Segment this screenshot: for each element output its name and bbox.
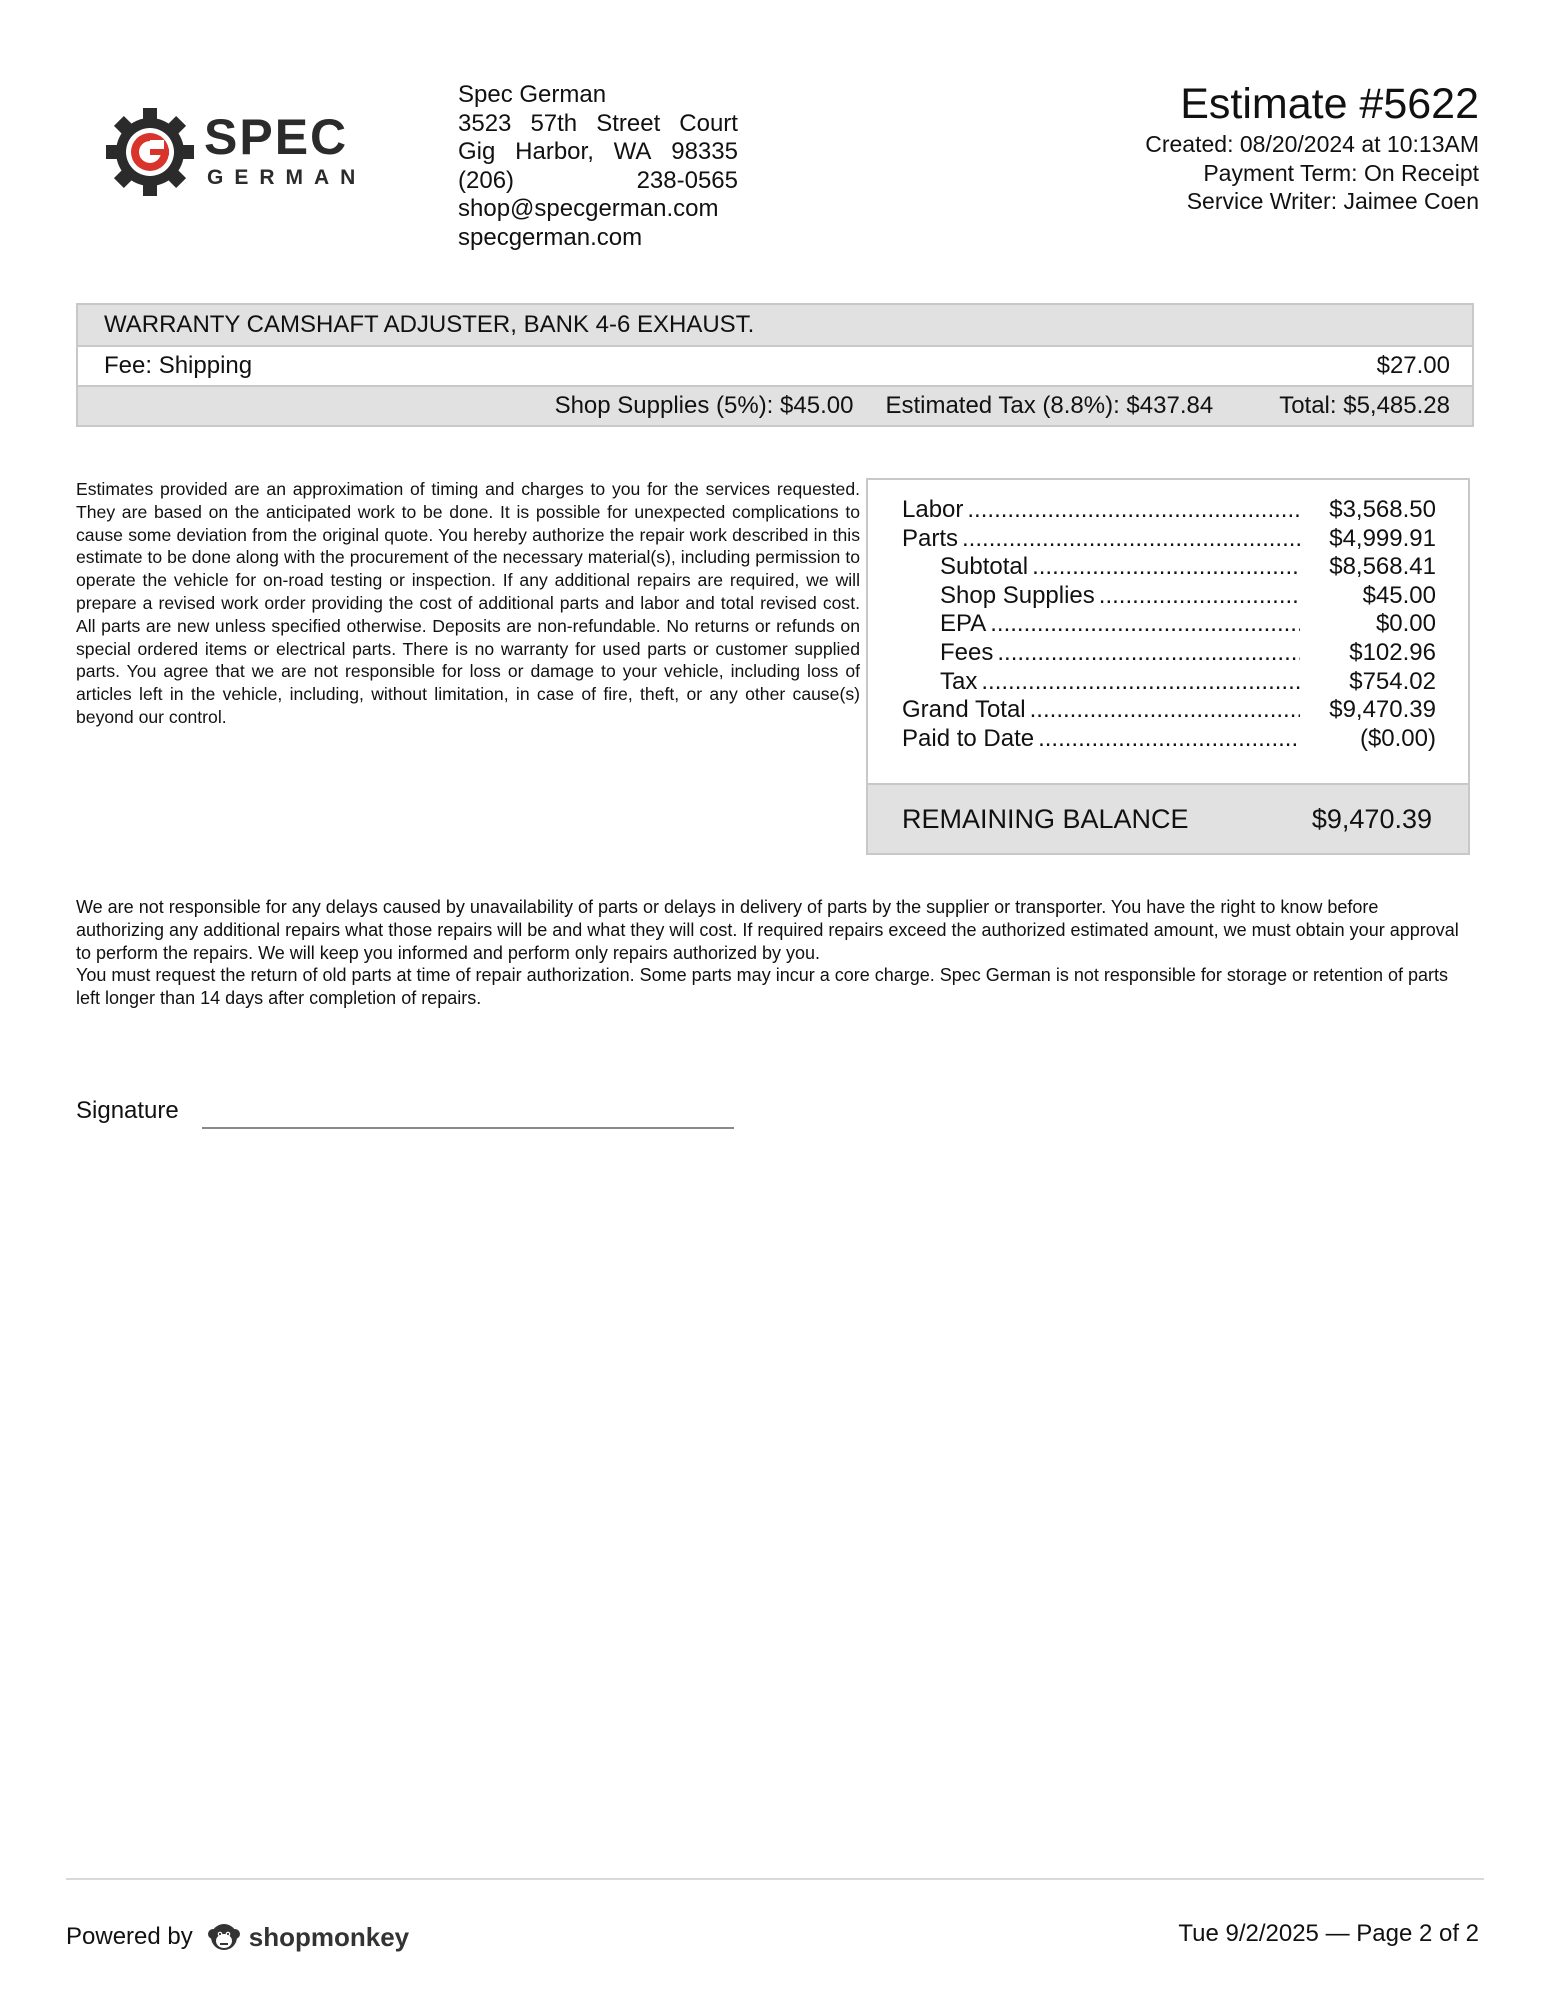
page-info: Tue 9/2/2025 — Page 2 of 2 — [1178, 1920, 1479, 1947]
estimate-service-writer: Service Writer: Jaimee Coen — [1186, 188, 1479, 214]
estimate-title: Estimate #5622 — [1180, 80, 1479, 128]
shopmonkey-brand: shopmonkey — [248, 1921, 410, 1952]
fee-amount: $27.00 — [1376, 352, 1450, 379]
company-city: Gig Harbor, WA 98335 — [458, 138, 738, 165]
summary-row-tax: Tax ..... $754.02 — [902, 668, 1436, 697]
line-items-box — [76, 303, 1474, 427]
estimate-disclaimer: Estimates provided are an approximation of timing and charges to you for the services requested. They are based on the anticipated work to be done. It is possible for unexpected complications to cause some deviation from the original quote. You hereby authorize the repair work described in this estimate to be done along with the procurement of the necessary material(s), including permission to operate the vehicle for on-road testing or inspection. If any additional repairs are required, we will prepare a revised work order providing the cost of additional parts and labor and total revised cost. All parts are new unless specified otherwise. Deposits are non-refundable. No returns or refunds on special ordered items or electrical parts. There is no warranty for used parts or customer supplied parts. You agree that we are not responsible for loss or damage to your vehicle, including loss of articles left in the vehicle, including, without limitation, in case of fire, theft, or any other cause(s) beyond our control. — [76, 479, 860, 727]
summary-rows — [902, 496, 1436, 753]
summary-row-subtotal: Subtotal ..... $8,568.41 — [902, 553, 1436, 582]
service-title-row — [78, 305, 1472, 345]
estimate-header — [1145, 78, 1479, 216]
notice-paragraph-1: We are not responsible for any delays caused by unavailability of parts or delays in delivery of parts by the supplier or transporter. You have the right to know before authorizing any additional repairs what those repairs will be and what they will cost. If required repairs exceed the authorized estimated amount, we must obtain your approval to perform the repairs. We will keep you informed and perform only repairs authorized by you. — [76, 897, 1459, 963]
summary-row-paid-to-date: Paid to Date ..... ($0.00) — [902, 725, 1436, 754]
remaining-balance-label: REMAINING BALANCE — [902, 803, 1189, 834]
estimate-created: Created: 08/20/2024 at 10:13AM — [1145, 131, 1479, 157]
company-street: 3523 57th Street Court — [458, 109, 738, 137]
service-totals-row — [78, 385, 1472, 425]
powered-by-label: Powered by — [66, 1923, 193, 1950]
fee-row — [78, 345, 1472, 385]
shopmonkey-icon — [207, 1920, 241, 1954]
remaining-balance-row — [868, 783, 1468, 853]
summary-row-labor: Labor ..... $3,568.50 — [902, 496, 1436, 525]
estimate-payment-term: Payment Term: On Receipt — [1203, 159, 1479, 186]
remaining-balance-value: $9,470.39 — [1311, 803, 1432, 834]
company-website[interactable]: specgerman.com — [458, 223, 643, 251]
service-total: Total: $5,485.28 — [1279, 392, 1450, 419]
summary-row-parts: Parts ..... $4,999.91 — [902, 525, 1436, 554]
company-info — [458, 81, 738, 252]
company-phone: (206) 238-0565 — [458, 166, 738, 194]
company-name: Spec German — [458, 81, 607, 108]
totals-summary — [866, 478, 1470, 855]
summary-row-grand-total: Grand Total ..... $9,470.39 — [902, 696, 1436, 725]
notice-paragraph-2: You must request the return of old parts at time of repair authorization. Some parts may incur a core charge. Spec German is not responsible for storage or retention of parts left longer than 14 days after completion of repairs. — [76, 965, 1449, 1009]
logo-word-spec: SPEC — [204, 109, 349, 165]
repair-notice — [76, 896, 1470, 1010]
fee-label: Fee: Shipping — [104, 352, 253, 379]
shop-supplies-total: Shop Supplies (5%): $45.00 — [554, 392, 854, 419]
powered-by — [66, 1920, 409, 1954]
summary-row-shop-supplies: Shop Supplies ..... $45.00 — [902, 582, 1436, 611]
summary-row-epa: EPA ..... $0.00 — [902, 610, 1436, 639]
spec-german-logo-icon — [104, 102, 404, 202]
service-title: WARRANTY CAMSHAFT ADJUSTER, BANK 4-6 EXHAUST. — [104, 311, 755, 338]
company-email[interactable]: shop@specgerman.com — [458, 195, 719, 222]
footer-divider — [66, 1878, 1484, 1880]
summary-row-fees: Fees ..... $102.96 — [902, 639, 1436, 668]
signature-label: Signature — [76, 1097, 179, 1124]
logo-word-german: GERMAN — [207, 166, 367, 189]
estimated-tax-total: Estimated Tax (8.8%): $437.84 — [885, 392, 1214, 419]
signature-line[interactable] — [202, 1127, 734, 1129]
